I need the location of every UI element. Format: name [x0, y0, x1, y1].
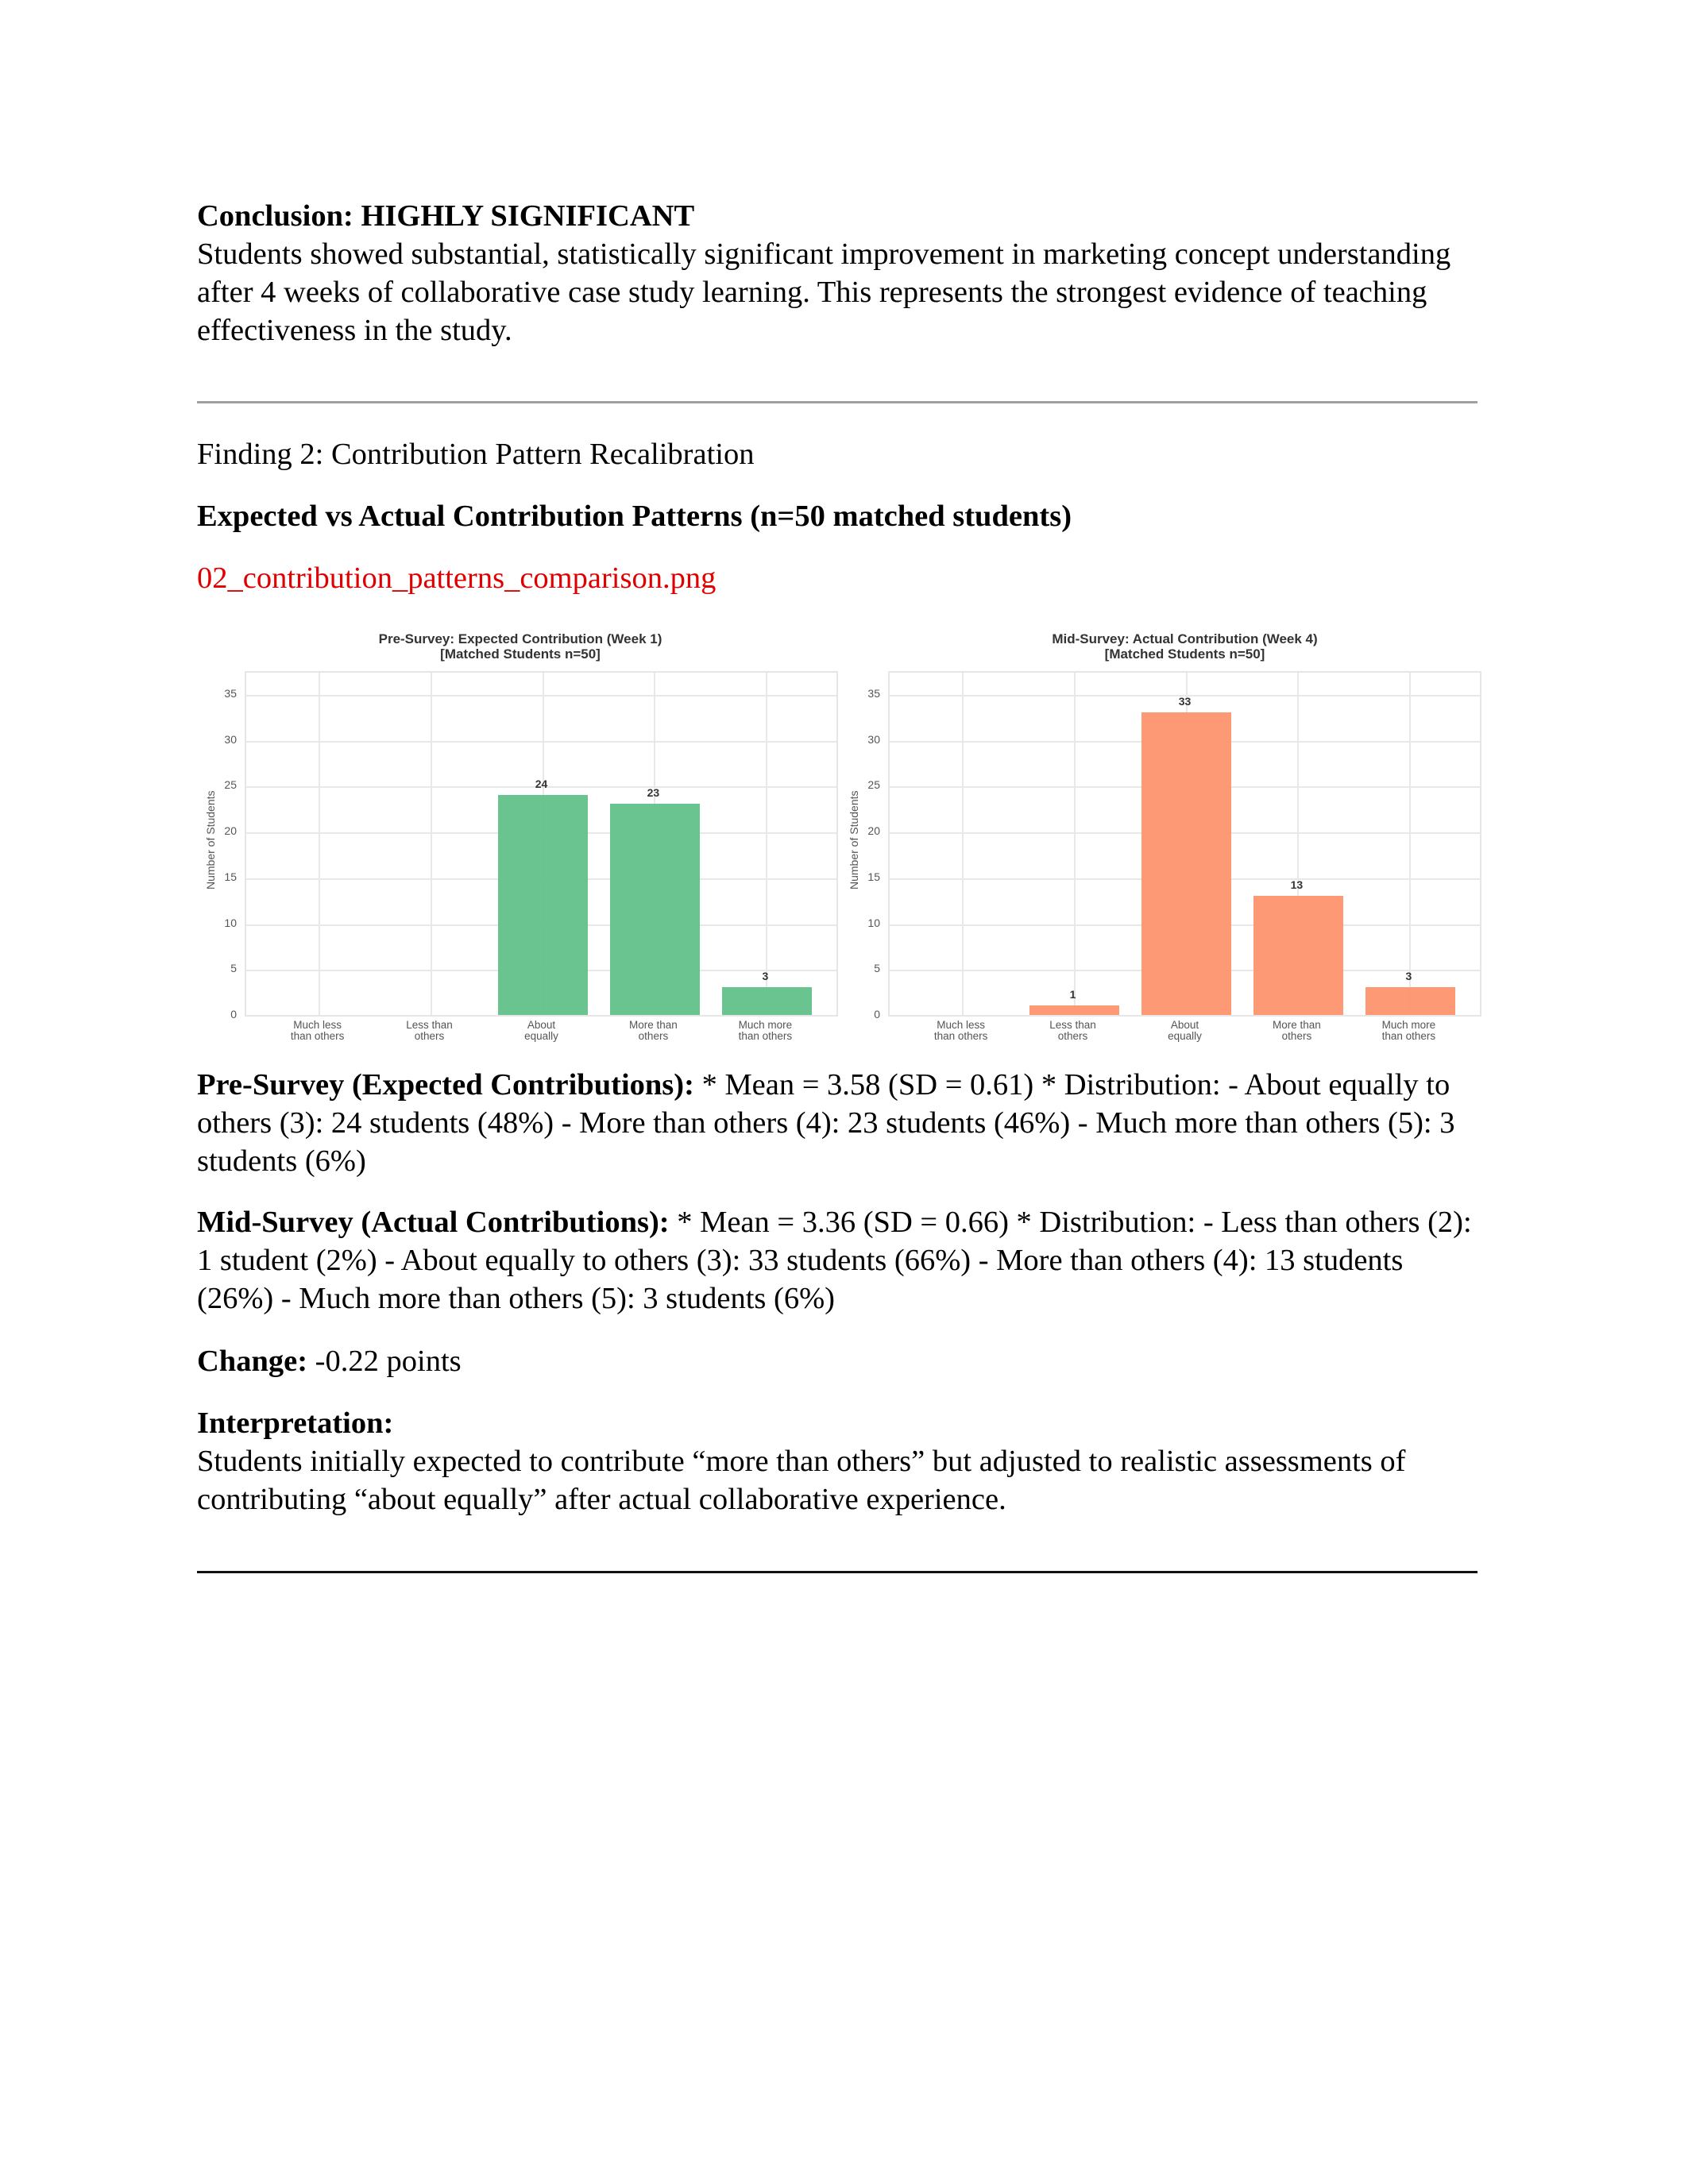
chart-title	[195, 631, 846, 662]
interpretation-text: Students initially expected to contribute “more than others” but adjusted to realistic assessments of contributing “about equally” after actual collaborative experience.	[197, 1445, 1406, 1516]
y-tick-label: 30	[224, 732, 237, 746]
interpretation-section	[197, 1404, 1477, 1518]
interpretation-label: Interpretation:	[197, 1406, 394, 1440]
y-tick-label: 10	[224, 916, 237, 929]
y-tick-label: 30	[867, 732, 880, 746]
conclusion-section	[197, 197, 1477, 349]
y-tick-label: 20	[224, 824, 237, 838]
gridline-horizontal	[246, 741, 836, 743]
bar	[1253, 896, 1343, 1015]
change-paragraph	[197, 1342, 1477, 1380]
x-category-label: Less than others	[1049, 1019, 1096, 1042]
finding-title: Finding 2: Contribution Pattern Recalibration	[197, 438, 755, 471]
change-label: Change:	[197, 1345, 308, 1378]
y-tick-label: 15	[224, 870, 237, 883]
x-category-label: Much more than others	[1381, 1019, 1436, 1042]
x-category-label: Much less than others	[290, 1019, 345, 1042]
x-category-label: About equally	[524, 1019, 558, 1042]
bar-value-label: 1	[1069, 988, 1076, 1001]
chart-title	[888, 631, 1481, 662]
bar-value-label: 23	[647, 786, 660, 800]
bar-value-label: 3	[762, 970, 769, 983]
bar	[1029, 1005, 1119, 1015]
y-tick-label: 0	[230, 1008, 237, 1021]
pre-survey-chart	[195, 627, 846, 1048]
bar	[1141, 712, 1231, 1015]
bar	[722, 987, 812, 1015]
gridline-vertical	[431, 673, 432, 1015]
y-tick-label: 25	[867, 778, 880, 792]
y-tick-label: 5	[874, 962, 880, 975]
bar	[610, 804, 700, 1015]
conclusion-body: Students showed substantial, statistically significant improvement in marketing concept understanding after 4 weeks of collaborative case study learning. This represents the strongest evidence of teaching effectiveness in the study.	[197, 237, 1451, 347]
change-value: -0.22 points	[307, 1345, 462, 1378]
gridline-vertical	[319, 673, 320, 1015]
conclusion-label: Conclusion: HIGHLY SIGNIFICANT	[197, 199, 695, 233]
bar	[1365, 987, 1455, 1015]
y-axis-label: Number of Students	[204, 790, 217, 889]
gridline-vertical	[766, 673, 767, 1015]
y-tick-label: 35	[867, 686, 880, 700]
x-category-label: Less than others	[406, 1019, 453, 1042]
pre-survey-label: Pre-Survey (Expected Contributions):	[197, 1068, 694, 1102]
y-tick-label: 0	[874, 1008, 880, 1021]
chart-title-line1: Pre-Survey: Expected Contribution (Week 1)	[378, 631, 662, 646]
y-tick-label: 5	[230, 962, 237, 975]
bar	[498, 795, 588, 1015]
gridline-vertical	[1074, 673, 1076, 1015]
gridline-vertical	[962, 673, 964, 1015]
y-tick-label: 20	[867, 824, 880, 838]
bar-value-label: 24	[535, 777, 548, 790]
section-divider-bottom	[197, 1571, 1477, 1573]
mid-survey-label: Mid-Survey (Actual Contributions):	[197, 1206, 670, 1239]
y-axis-label: Number of Students	[848, 790, 860, 889]
x-category-label: More than others	[1273, 1019, 1321, 1042]
bar-value-label: 3	[1405, 970, 1412, 983]
gridline-vertical	[1409, 673, 1411, 1015]
gridline-horizontal	[246, 695, 836, 696]
plot-area	[888, 671, 1481, 1017]
image-filename-link[interactable]: 02_contribution_patterns_comparison.png	[197, 561, 717, 595]
chart-title-line2: [Matched Students n=50]	[440, 646, 601, 662]
pre-survey-paragraph	[197, 1066, 1477, 1180]
plot-area	[245, 671, 838, 1017]
y-tick-label: 25	[224, 778, 237, 792]
chart-title-line2: [Matched Students n=50]	[1104, 646, 1265, 662]
bar-value-label: 33	[1178, 694, 1192, 708]
x-category-label: More than others	[629, 1019, 678, 1042]
chart-title-line1: Mid-Survey: Actual Contribution (Week 4)	[1052, 631, 1318, 646]
x-category-label: Much more than others	[738, 1019, 793, 1042]
y-tick-label: 10	[867, 916, 880, 929]
mid-survey-text: * Mean = 3.36 (SD = 0.66) * Distribution: - Less than others (2): 1 student (2%) - About equally to others (3): 33 students (66%) - More than others (4): 13 students (26%) - Much more than others (5): 3 students (6%)	[197, 1206, 1472, 1315]
bar-value-label: 13	[1290, 878, 1304, 891]
mid-survey-paragraph	[197, 1203, 1477, 1318]
pre-survey-text: * Mean = 3.58 (SD = 0.61) * Distribution: - About equally to others (3): 24 students (48%) - More than others (4): 23 students (46%) - Much more than others (5): 3 students (6%)	[197, 1068, 1455, 1178]
y-tick-label: 15	[867, 870, 880, 883]
x-category-label: Much less than others	[933, 1019, 988, 1042]
section-divider-top	[197, 401, 1477, 403]
finding-heading: Expected vs Actual Contribution Patterns (n=50 matched students)	[197, 500, 1072, 533]
y-tick-label: 35	[224, 686, 237, 700]
x-category-label: About equally	[1168, 1019, 1202, 1042]
mid-survey-chart	[838, 627, 1489, 1048]
